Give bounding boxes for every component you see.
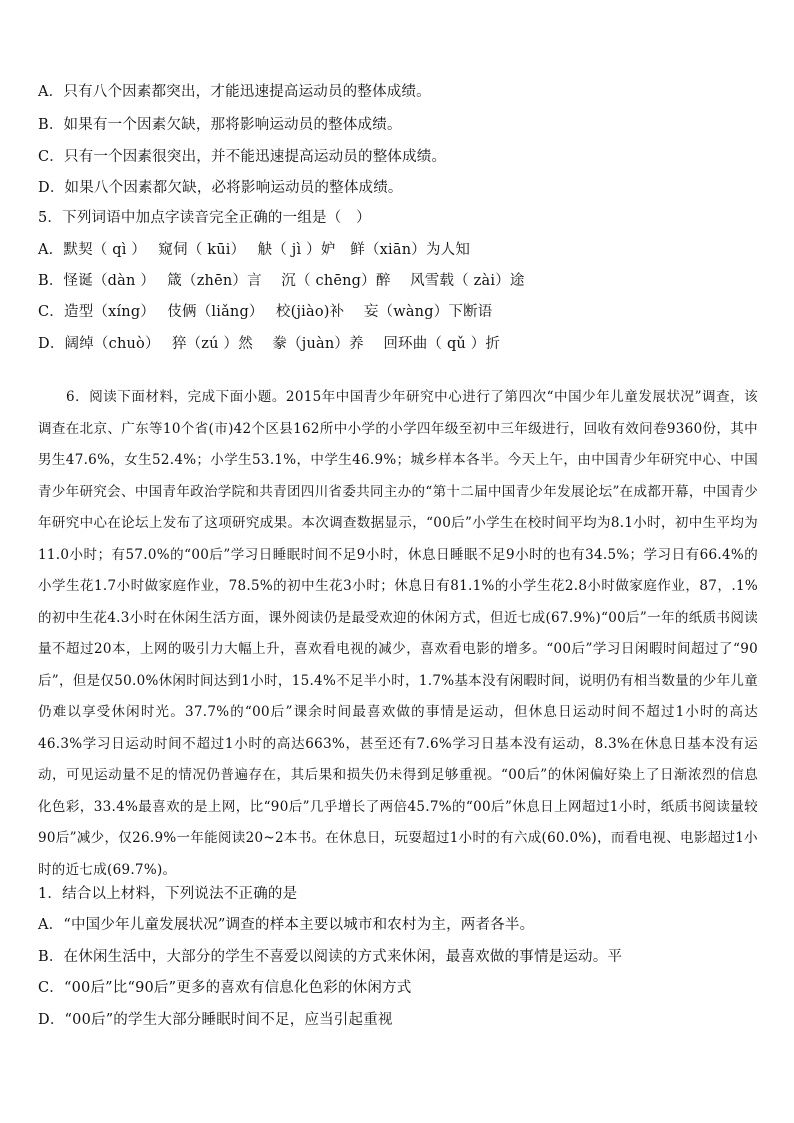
q5-option-a: A．默契（ qì ） 窥伺（ kūi） 觖（ jì ）妒 鲜（xiān）为人知 bbox=[38, 242, 471, 258]
q6-option-a: A．“中国少年儿童发展状况”调查的样本主要以城市和农村为主，两者各半。 bbox=[38, 917, 535, 933]
q6-option-c: C．“00后”比“90后”更多的喜欢有信息化色彩的休闲方式 bbox=[38, 980, 412, 996]
q5-option-b: B．怪诞（dàn ） 箴（zhēn）言 沉（ chēng）醉 风雪载（ zài）途 bbox=[38, 273, 525, 289]
q6-option-d: D．“00后”的学生大部分睡眠时间不足，应当引起重视 bbox=[38, 1012, 393, 1028]
q5-stem: 5．下列词语中加点字读音完全正确的一组是（ ） bbox=[38, 210, 371, 226]
q5-option-c: C．造型（xíng） 伎俩（liǎng） 校(jiào)补 妄（wàng）下断语 bbox=[38, 304, 493, 320]
q6-passage bbox=[38, 382, 758, 886]
q5-option-d: D．阔绰（chuò） 猝（zú ）然 豢（juàn）养 回环曲（ qǔ ）折 bbox=[38, 336, 501, 352]
q6-sub-stem: 1．结合以上材料，下列说法不正确的是 bbox=[38, 886, 298, 902]
q4-option-c: C．只有一个因素很突出，并不能迅速提高运动员的整体成绩。 bbox=[38, 149, 447, 165]
q4-option-d: D．如果八个因素都欠缺，必将影响运动员的整体成绩。 bbox=[38, 180, 403, 196]
q4-option-a: A．只有八个因素都突出，才能迅速提高运动员的整体成绩。 bbox=[38, 84, 431, 100]
q6-passage-text: 6．阅读下面材料，完成下面小题。2015年中国青少年研究中心进行了第四次“中国少年儿童发展状况”调查，该调查在北京、广东等10个省(市)42个区县162所中小学的小学四年级至初中三年级进行，回收有效问卷9360份，其中男生47.6%，女生52.4%；小学生53.1%，中学生46.9%；城乡样本各半。今天上午，由中国青少年研究中心、中国青少年研究会、中国青年政治学院和共青团四川省委共同主办的“第十二届中国青少年发展论坛”在成都开幕，中国青少年研究中心在论坛上发布了这项研究成果。本次调查数据显示，“00后”小学生在校时间平均为8.1小时，初中生平均为11.0小时；有57.0%的“00后”学习日睡眠时间不足9小时，休息日睡眠不足9小时的也有34.5%；学习日有66.4%的小学生花1.7小时做家庭作业，78.5%的初中生花3小时；休息日有81.1%的小学生花2.8小时做家庭作业，87，.1%的初中生花4.3小时在休闲生活方面，课外阅读仍是最受欢迎的休闲方式，但近七成(67.9%)“00后”一年的纸质书阅读量不超过20本，上网的吸引力大幅上升，喜欢看电视的减少，喜欢看电影的增多。“00后”学习日闲暇时间超过了“90后”，但是仅50.0%休闲时间达到1小时，15.4%不足半小时，1.7%基本没有闲暇时间，说明仍有相当数量的少年儿童仍难以享受休闲时光。37.7%的“00后”课余时间最喜欢做的事情是运动，但休息日运动时间不超过1小时的高达46.3%学习日运动时间不超过1小时的高达663%，甚至还有7.6%学习日基本没有运动，8.3%在休息日基本没有运动，可见运动量不足的情况仍普遍存在，其后果和损失仍未得到足够重视。“00后”的休闲偏好染上了日渐浓烈的信息化色彩，33.4%最喜欢的是上网，比“90后”几乎增长了两倍45.7%的“00后”休息日上网超过1小时，纸质书阅读量较90后”减少，仅26.9%一年能阅读20~2本书。在休息日，玩耍超过1小时的有六成(60.0%)，而看电视、电影超过1小时的近七成(69.7%)。 bbox=[38, 389, 758, 878]
q4-option-b: B．如果有一个因素欠缺，那将影响运动员的整体成绩。 bbox=[38, 117, 402, 133]
q6-option-b: B．在休闲生活中，大部分的学生不喜爱以阅读的方式来休闲，最喜欢做的事情是运动。平 bbox=[38, 949, 623, 965]
